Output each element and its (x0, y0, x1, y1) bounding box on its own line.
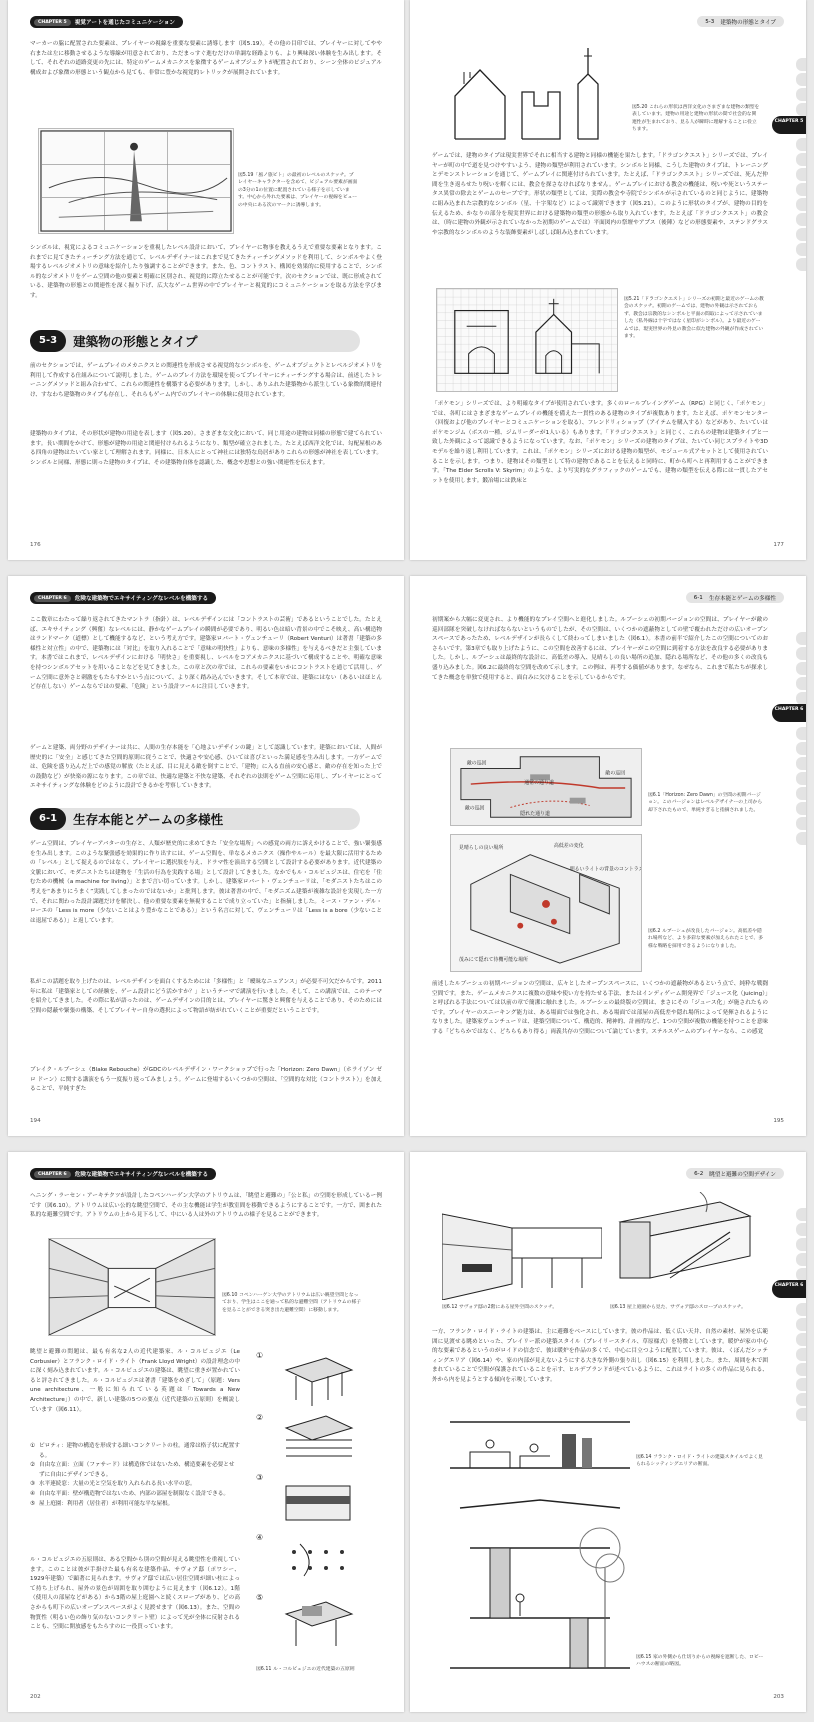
section-number: 5-3 (30, 330, 66, 352)
chapter-tab[interactable] (796, 1303, 806, 1316)
figure-6-11-number: ④ (256, 1533, 264, 1542)
chapter-badge: CHAPTER 6 (34, 1171, 71, 1178)
chapter-tab[interactable] (796, 228, 806, 241)
chapter-tab[interactable] (796, 1318, 806, 1331)
spread-1 (8, 0, 806, 560)
section-header-number: 6-1 (693, 594, 703, 601)
chapter-tab[interactable] (796, 647, 806, 660)
page-number: 203 (773, 1694, 784, 1700)
page-number: 176 (30, 542, 41, 548)
chapter-tabs (796, 58, 806, 271)
list-item (30, 1442, 240, 1461)
paragraph: 建築物のタイプは、その形状が建物の用途を表します（図5.20）。さまざまな文化において、同じ用途の建物は同様の形態で建てられています。長い期間をかけて、形態が建物の用途と関連付けられるようになり、類型が確立されました。たとえば西洋文化では、勾配屋根のある四角の建物はたいてい家として理解されます。同様に、日本人にとって神社には独特な鳥居がありこれらの形態が神社を表しています。シンボルと同様、形態に則った建物のタイプは、その建築物自体を認識した、概念や思想との強い関連性を伝えます。 (30, 431, 382, 466)
chapter-tab[interactable] (796, 103, 806, 116)
figure-6-12-villa-savoye-sketch (442, 1204, 602, 1300)
list-item (30, 1480, 240, 1490)
figure-5-19-caption: 図5.19「風ノ旅ビト」の最初のレベルのスケッチ。プレイヤーキャラクターを含めて、ビジュアル要素が画面の3分の1の位置に配置されている様子を示しています。中心から外れた要素は、プレイヤーの視線をビューの中央にある次のマークに誘導します。 (238, 173, 358, 208)
section-number: 6-1 (30, 808, 66, 830)
chapter-tab[interactable] (796, 802, 806, 815)
chapter-badge: CHAPTER 5 (34, 19, 71, 26)
paragraph: ル・コルビュジエの五原則は、ある空間から別の空間が見える眺望性を重視しています。このことは彼が手掛けた最も有名な建築作品、サヴォア邸（ポワシー、1929年建築）で顕著に見られます。サヴォア邸では広い居住空間が細い柱によって持ち上げられ、屋外の景色が周囲を取り囲むように見えます（図6.12）。1階（使用人の部屋などがある）から3階の屋上庭園へと続くスロープがあり、どの高さからも町下の広いオープンスペースがよく見渡せます（図6.13）。また、空間の物質性（明るい色の飾り気のないコンクリート壁）によって光が全体に反射されることも、空間に開放感をもたらすのに一役買っています。 (30, 1557, 240, 1631)
chapter-tab[interactable] (796, 662, 806, 675)
figure-6-2-level-sketch (450, 834, 642, 972)
spread-2 (8, 576, 806, 1136)
section-header (686, 1168, 784, 1179)
figure-6-2-caption: 図6.2 ルブーシェが改良したバージョン。高低差や隠れ場所など、より多彩な要素が加えられたことで、多様な戦略を採用できるようになりました。 (648, 929, 764, 949)
chapter-tab[interactable] (796, 153, 806, 166)
chapter-header (30, 1168, 216, 1180)
page-number: 194 (30, 1118, 41, 1124)
page-number: 177 (773, 542, 784, 548)
paragraph: 「ポケモン」シリーズでは、より明確なタイプが使用されています。多くのロールプレイングゲーム（RPG）と同じく、「ポケモン」では、各町にはさまざまなゲームプレイの機能を備えた一貫性のある建物のタイプが複数あります。たとえば、ポケモンセンター（回復および他のプレイヤーとコミュニケーションを取る）、フレンドリィショップ（アイテムを購入する）などがあり、たいていはポケモンジム（ボスの一種、ジムリーダーが1人いる）もあります。「ドラゴンクエスト」と同じく、これらの建物は建築タイプと一致した外観によって認識できるようになっています。なお、「ポケモン」シリーズの建物のタイプは、たいてい同じスプライトや3Dモデルを繰り返し利用しています。これは、「ポケモン」シリーズにおける建物の類型が、モジュール式アセットとして使用されていることを示します。つまり、建物はその類型として特の建物であることを伝えると同時に、町から町へと再利用することができます。「The Elder Scrolls V: Skyrim」のような、より写実的なグラフィックのゲームでも、建物の類型を伝える際には一貫したアセットを使用します。鍛冶場には鉄床と (432, 401, 768, 484)
chapter-tab[interactable] (796, 632, 806, 645)
chapter-tab[interactable] (796, 73, 806, 86)
chapter-tab[interactable] (796, 1363, 806, 1376)
chapter-title: 危険な建築物でエキサイティングなレベルを構築する (74, 596, 209, 602)
figure-6-1-label: 敵の巡回 (605, 770, 626, 777)
figure-5-21-caption: 図5.21「ドラゴンクエスト」シリーズの初期と最近のゲームの教会のスケッチ。初期のゲームでは、建物の外観は示されておらず、教会は宗教的なシンボルと平面の間取によって示されていました（私外線は十字ではなく星印がシンボル）。より最近のゲームでは、現実世界の外見の教会に似た建物の外観が作成されています。 (624, 297, 764, 340)
section-heading-6-1 (30, 808, 360, 830)
figure-6-1-level-sketch (450, 748, 642, 826)
paragraph: ヘニング・ラーセン・アーキテクツが設計したコペンハーゲン大学のアトリウムは、「眺望と避難の」「公と私」の空間を形成しているー例です（図6.10）。アトリウムは広い公的な眺望空間で、その主な機能は学生が教室間を移動できるようにすることです。一方で、囲まれた私的な避難空間です。アトリウムの上から見下ろして、中にいる人は外のアトリウムの様子を見ることができます。 (30, 1193, 382, 1219)
section-title: 生存本能とゲームの多様性 (73, 812, 224, 827)
figure-6-14-caption: 図6.14 フランク・ロイド・ライトの建築スタイルでよく見られるシッティングエリアの断面。 (636, 1455, 763, 1468)
figure-6-2-label: 茂みにて隠れて待機可能な場所 (458, 957, 528, 964)
figure-6-11-five-points (256, 1348, 356, 1666)
chapter-tab-active[interactable]: CHAPTER 6 (772, 704, 806, 722)
list-item (30, 1500, 240, 1510)
five-points-list (30, 1442, 240, 1509)
list-number: ② (30, 1462, 36, 1469)
figure-6-10-atrium-sketch (48, 1238, 216, 1336)
chapter-tab[interactable] (796, 1253, 806, 1266)
figure-6-15-robie-house-section (450, 1488, 630, 1678)
chapter-tab[interactable] (796, 787, 806, 800)
list-text: 自由な立面：立面（ファサード）は構造体ではないため、構造要素を必要とせずに自由にデザインできる。 (39, 1462, 235, 1478)
chapter-tab-active[interactable]: CHAPTER 6 (772, 1280, 806, 1298)
chapter-tab[interactable] (796, 727, 806, 740)
chapter-badge: CHAPTER 6 (34, 595, 71, 602)
chapter-tab[interactable] (796, 243, 806, 256)
chapter-tab[interactable] (796, 1348, 806, 1361)
figure-6-2-label: 見晴らしの良い場所 (458, 844, 504, 851)
chapter-tab[interactable] (796, 88, 806, 101)
figure-6-2-label: 高低差の変化 (553, 842, 584, 849)
figure-6-1-label: 隠れた通り道 (520, 811, 550, 818)
paragraph: 前のセクションでは、ゲームプレイのメカニクスとの関連性を形成させる視覚的なシンボルを、ゲームオブジェクトとレベルジオメトリを利用して作成する仕組みについて説明しました。ゲームのプレイ方法を環境を使ってプレイヤーにティーチングする場合は、前述したトレーニングメソッドと組み合わせて、これらの関連性を構築する必要があります。しかし、ありふれた建築物から派生している象徴的関連付け、すなわち建築物のタイプも存在し、それらもゲーム内でのプレイヤーの体験に使用されています。 (30, 363, 382, 398)
list-number: ⑤ (30, 1500, 36, 1507)
paragraph: マーカーの脇に配置された要素は、プレイヤーの視線を重要な要素に誘導します（図5.19）。その他の目印では、プレイヤーに対してやや右または左に移動させるような導線が用意されており、ただまっすぐ進むだけの単調な経路よりも、より興味深い体験を生み出します。そして、それぞれの道路変更の先には、特定のゲームメカニクスを象徴するゲームオブジェクトが配置されており、シーン全体のビジュアル構成および象徴の形態という観点から見ても、非常に豊かな視覚的レトリックが展開されています。 (30, 41, 382, 76)
chapter-tab[interactable] (796, 58, 806, 71)
section-header-title: 生存本能とゲームの多様性 (708, 595, 776, 602)
chapter-header (30, 592, 216, 604)
chapter-tab[interactable] (796, 198, 806, 211)
figure-6-1-caption: 図6.1「Horizon: Zero Dawn」の空間の初期バージョン。このバージョンはレベルデザイナーの上司から却下されたもので、単純すぎると指摘されました。 (648, 793, 763, 813)
chapter-tab[interactable] (796, 742, 806, 755)
figure-6-14-sitting-area-section (450, 1414, 630, 1474)
list-number: ④ (30, 1490, 36, 1497)
figure-6-2-label: 明るいライトの背景のコントラスト (569, 866, 641, 873)
chapter-tab[interactable] (796, 1393, 806, 1406)
list-text: 屋上庭園：利用者（居住者）が利用可能な平な屋根。 (39, 1500, 174, 1507)
figure-6-1-label: 通常の通り道 (524, 780, 554, 787)
section-header (686, 592, 784, 603)
figure-6-11-number: ② (256, 1413, 264, 1422)
page-195 (410, 576, 806, 1136)
figure-6-1-label: 敵の巡回 (466, 760, 487, 767)
figure-6-11-number: ③ (256, 1473, 264, 1482)
figure-5-19-sketch (38, 128, 234, 234)
chapter-tab[interactable] (796, 1223, 806, 1236)
chapter-tab[interactable] (796, 213, 806, 226)
paragraph: 眺望と避難の問題は、最も有名な2人の近代建築家、ル・コルビュジエ（Le Corbusier）とフランク・ロイド・ライト（Frank Lloyd Wright）の設計理念の中に深く刻み込まれています。ル・コルビュジエの建築は、眺望に重きが置かれていると評されてきました。ル・コルビュジエは著書「建築をめざして」（原題：Vers une architecture、一般に知られている英題は「Towards a New Architecture」）の中で、新しい建築の5つの要点（近代建築の五原則）を概説しています（図6.11）。 (30, 1349, 240, 1413)
paragraph: ブレイク・ルブーシェ（Blake Rebouche）がGDCのレベルデザイン・ワークショップで行った「Horizon: Zero Dawn」（ホライゾン ゼロ ドーン）に関する講演をもう一度振り返ってみましょう。ゲームに登場するいくつかの空間は、「空間的な対比（コントラスト）」を加えることで、平純すぎた (30, 1067, 382, 1093)
spread-3 (8, 1152, 806, 1712)
chapter-tabs (796, 632, 806, 845)
paragraph: シンボルは、視覚によるコミュニケーションを重視したレベル設計において、プレイヤーに物事を教えるうえで重要な要素となります。これまでに見てきたティーチング方法を通じて、レベルデザイナーはこれまで見てきたティーチングメソッドを利用して、シンボルやよく登場するレベルジオメトリの意味を紹介したり強調することができます。また、色、コントラスト、構図を効果的に使用することで、シンボル的なジオメトリをゲーム空間の他の要素と明確に区別され、視覚的に際立たせることが可能です。次のセクションでは、既に形成されている、建築物の形態との関連性を深く掘り下げ、広大なゲーム世界の中でプレイヤーと視覚的にコミュニケーションを取る方法を学びます。 (30, 245, 382, 299)
paragraph: ゲーム空間は、プレイヤーアバターの生存と、人類が歴史的に求めてきた「安全な場所」への感覚の両方に訴えかけることで、強い緊張感を生み出します。このような緊張感を効果的に作り出すには、ゲーム空間を、単なるメカニクス（操作やルール）を最大限に活用するための「レベル」として捉えるのではなく、プレイヤーに選択肢を与え、ドラマ性を演出する空間として設計する必要があります。近代建築の文脈において、モダニストたちは建物を「生活の行為を実践する場」として設計してきました。なかでもル・コルビュジエは、住宅を「住むための機械（a machine for living）」とまで言い切っています。しかし、建築家ロバート・ヴェンチューリは、「モダニストたちはこの考えを“あまりにうまく”実践してしまったのではないか」と批判します。彼は著書の中で、「モダニズム建築が複雑な設計を実現した一方で、それに関わった設計課題だけを解決し、他の重要な要素を無視することで成り立っていた」と指摘しました。ミース・ファン・デル・ローエの「Less is more（少ないことはより豊かなことである）」という名言に対して、ヴェンチューリは「Less is a bore（少ないことは退屈である）」と返しています。 (30, 841, 382, 924)
chapter-tabs (796, 1208, 806, 1421)
figure-6-11-caption: 図6.11 ル・コルビュジエの近代建築の五原則 (256, 1667, 355, 1672)
section-header (697, 16, 784, 27)
chapter-tab[interactable] (796, 677, 806, 690)
figure-6-15-caption: 図6.15 家の外側から仕切りからの視線を遮断した、ロビーハウスの断面の略図。 (636, 1655, 764, 1668)
chapter-tab[interactable] (796, 183, 806, 196)
section-header-number: 5-3 (705, 18, 715, 25)
chapter-title: 視覚アートを通じたコミュニケーション (74, 20, 175, 26)
figure-5-20-building-types (450, 44, 620, 144)
chapter-tab[interactable] (796, 757, 806, 770)
list-item (30, 1461, 240, 1480)
list-text: 水平連続窓：大量の光と空気を取り入れられる長い水平の窓。 (39, 1481, 196, 1488)
page-176 (8, 0, 404, 560)
chapter-tab[interactable] (796, 1208, 806, 1221)
list-number: ③ (30, 1481, 36, 1488)
chapter-tab[interactable] (796, 1238, 806, 1251)
paragraph: 私がこの話題を取り上げたのは、レベルデザインを面白くするためには「多様性」と「曖昧なニュアンス」が必要不可欠だからです。2011年に私は「建築家としての経験を、ゲーム設計にどう活かすか？」というテーマで講演を行いました。そして、この講演では、このテーマを紹介してきました。その際に私が語ったのは、ゲームデザインの目的とは、プレイヤーに驚きと興奮を与えることであり、そのためには空間の隠蔽や緊張の構築、そしてプレイヤー自身の選択によって物語が紡がれていくことが重要だということです。 (30, 979, 382, 1014)
paragraph: 一方、フランク・ロイド・ライトの建築は、主に避難をベースにしています。彼の作品は、低く広い天井、自然の素材、屋外を広範囲に見渡せる眺めといった、プレイリー派の建築スタイル（プレイリースタイル、草原様式）を特徴としています。暖炉が家の中心的な要素であるというのがロイドの信念で、彼は暖炉を作品の多くで、中心に目立つように配置しています。彼は、くぼんだシッティングエリア（図6.14）や、家の内部が見えないようにする大きな外側の張り出し（図6.15）を利用しました。また、周囲を木で囲まれていることで空間が保護されていることを示す、ヒルデブランドが述べているように、これはライトの多くの作品に見られる、外から内を見ようとする傾向を示唆しています。 (432, 1329, 768, 1383)
figure-6-12-caption: 図6.12 サヴォア邸の2階にある屋外空間のスケッチ。 (442, 1305, 558, 1310)
chapter-tab[interactable] (796, 1333, 806, 1346)
paragraph: 前述したルブーシェの初期バージョンの空間は、広々としたオープンスペースに、いくつかの遮蔽物があるという点で、純粋な戦闘空間です。また、ゲームメカニクスに複数の意味や使い方を持たせる手法、またはインディゲーム開発界で「ジュース化（juicing）」と呼ばれる手法については以前の章で簡潔に触れました。ルブーシェの最終版の空間は、まさにその「ジュース化」が施されたものです。プレイヤーのスニーキング能力は、ある場面では強化され、ある場面では部屋の高低差や隠れ場所によって発揮されるようになりました。建築家ヴェンチューリは、建築空間について、構造的、精神的、計画的など、1つの空間が複数の機能を持つことを意味する「どちらかではなく、どちらもあり得る」両義共存の空間について論じています。ステルスゲームのプレイヤーなら、この感覚 (432, 981, 768, 1035)
page-number: 195 (773, 1118, 784, 1124)
chapter-title: 危険な建築物でエキサイティングなレベルを構築する (74, 1172, 209, 1178)
page-177 (410, 0, 806, 560)
chapter-header (30, 16, 183, 28)
paragraph: ゲームと建築、両分野のデザイナーは共に、人間の生存本能を「心地よいデザインの鍵」として認識しています。建築においては、人間が歴史的に「安全」と感じてきた空間的原則に従うことで、快適さや安心感、ひいては喜びといった満足感を生み出します。一方ゲームでは、危険を盛り込んだ上での感覚の解放（たとえば、目に見える敵を倒すことで、「建物」に入る直前の安心感と、敵の存在を知った上での鼓動など）が快楽の源になります。この章では、快適な建築と不快な建築、それぞれの法則をゲーム空間に応用し、プレイヤーにとってエキサイティングな体験をどのように設計できるかを考察していきます。 (30, 745, 382, 790)
chapter-tab[interactable] (796, 168, 806, 181)
list-item (30, 1490, 240, 1500)
section-header-title: 建築物の形態とタイプ (720, 19, 776, 26)
chapter-tab[interactable] (796, 817, 806, 830)
page-194 (8, 576, 404, 1136)
section-header-title: 眺望と避難の空間デザイン (709, 1171, 776, 1178)
page-202 (8, 1152, 404, 1712)
list-text: ピロティ：建物の構造を形成する細いコンクリートの柱。通常は格子状に配置する。 (39, 1443, 240, 1459)
chapter-tab[interactable] (796, 138, 806, 151)
page-number: 202 (30, 1694, 41, 1700)
paragraph: ここ数章にわたって繰り返されてきたマントラ（指針）は、レベルデザインには「コントラストの芸術」であるということでした。たとえば、エキサイティング（興奮）なレベルには、静かなゲームプレイの瞬間が必要であり、明るい色は暗い背景の中でこそ映え、高い構造物はランドマーク（道標）として機能するなど、という考え方です。建築家ロバート・ヴェンチューリ（Robert Venturi）は著書「建築の多様性と対立性」の中で、建築物には「対比」を取り入れることで「意味の明快性」よりも、意味の多様性」を与えるべきだと主張しています。本書ではこれまで、レベルデザインにおける「明快さ」を重要視し、レベルをコアメカニクスに基づいて構成することや、明確な意味を持つシンボルアセットを用いることなどを見てきました。この章と次の章では、これらの要素をいかにコントラストを通じて活用し、ゲーム空間に意外さと刺激をもたらすかという点について、より深く踏み込んでいきます。そして本章では、建築にはない（あるいはほとんど存在しない）ゲームならではの要素、「危険」という設計ツールに注目していきます。 (30, 617, 382, 691)
section-title: 建築物の形態とタイプ (73, 334, 198, 349)
figure-5-20-caption: 図5.20 これらの形状は西洋文化のさまざまな建物の類型を表しています。建物の用途と建物の形状の間で社会的な関連性が生まれており、見る人が瞬時に理解することに役立ちます。 (632, 105, 760, 133)
page-203 (410, 1152, 806, 1712)
chapter-tab[interactable] (796, 1378, 806, 1391)
figure-6-1-label: 敵の巡回 (464, 805, 485, 812)
section-heading-5-3 (30, 330, 360, 352)
figure-5-21-church-sketch (436, 288, 618, 392)
chapter-tab[interactable] (796, 258, 806, 271)
chapter-tab[interactable] (796, 772, 806, 785)
figure-6-13-caption: 図6.13 屋上庭園から見た、サヴォア邸のスロープのスケッチ。 (610, 1305, 746, 1310)
figure-6-10-caption: 図6.10 コペンハーゲン大学のアトリウムは広い眺望空間となっており、学生はここを通って私的な避難空間（アトリウムの様子を見ることができる突き出た避難空間）に移動します。 (222, 1293, 362, 1313)
chapter-tab[interactable] (796, 1408, 806, 1421)
paragraph: ゲームでは、建物のタイプは現実世界でそれに相当する建物と同様の機能を果たします。「ドラゴンクエスト」シリーズでは、プレイヤーが町の中で道を見つけやすいよう、建物の類型が利用されています。シンボルと同様、こうした建物のタイプは、トレーニングとデモンストレーションを通じて、ゲームプレイに関連付けられています。たとえば、「ドラゴンクエスト」シリーズでは、死んだ仲間を生き返らせたり呪いを解くには、教会を探さなければなりません。ゲームプレイにおける教会の機能は、呪いや死というステータス異常の除去とゲームのセーブです。形状の類型としては、実際の教会や寺院でシンボルが示されているのと同じように、建築物に組み込まれた宗教的なシンボル（星、十字架など）によって識別できます（図5.21）。このように形状のタイプが、建物の目的を伝えるため、かなりの部分を現実世界における建築物の類型の形態から取り入れています。たとえば「ドラゴンクエスト」の教会は、（時に建物の外観が示されていなかった初期のゲームでは）平面図内の祭壇やアプス（後陣）などの形態要素や、ステンドグラスや宗教的なシンボルのような装飾要素がしばしば組み込まれています。 (432, 153, 768, 236)
chapter-tab-active[interactable]: CHAPTER 5 (772, 116, 806, 134)
section-header-number: 6-2 (694, 1170, 704, 1177)
figure-6-11-number: ① (256, 1351, 264, 1360)
paragraph: 初期案から大幅に変更され、より機能的なプレイ空間へと進化しました。ルブーシェの初期バージョンの空間は、プレイヤーが敵の巡回部隊を突破しなければならないというものでしたが、その空間は、いくつかの遮蔽物としての壁で覆われただけの広いオープンスペースであったため、レベルデザインが長らくして終わってしまいました（図6.1）。本書の前半で紹介したこの空間についてのおさらいです。第3章でも取り上げたように、この空間を改善するには、プレイヤーがこの空間に到着する方法を改良する必要がありました。しかし、ルブーシェは最終的な設計に、高低差の導入、見晴らしの良い場所の追加、隠れる場所など、その他の多くの改良も盛り込みました。図6.2に最終的な空間を改めて示します。この例は、再考する価値があります。なぜなら、これまで私たちが探求してきた概念を単独で使用すると、面白みに欠けることを示しているからです。 (432, 617, 768, 681)
chapter-tab[interactable] (796, 832, 806, 845)
figure-6-11-number: ⑤ (256, 1593, 264, 1602)
figure-6-13-ramp-sketch (610, 1192, 758, 1300)
list-text: 自由な平面：壁が構造物ではないため、内部の部屋を制限なく設計できる。 (39, 1490, 229, 1497)
list-number: ① (30, 1443, 36, 1449)
